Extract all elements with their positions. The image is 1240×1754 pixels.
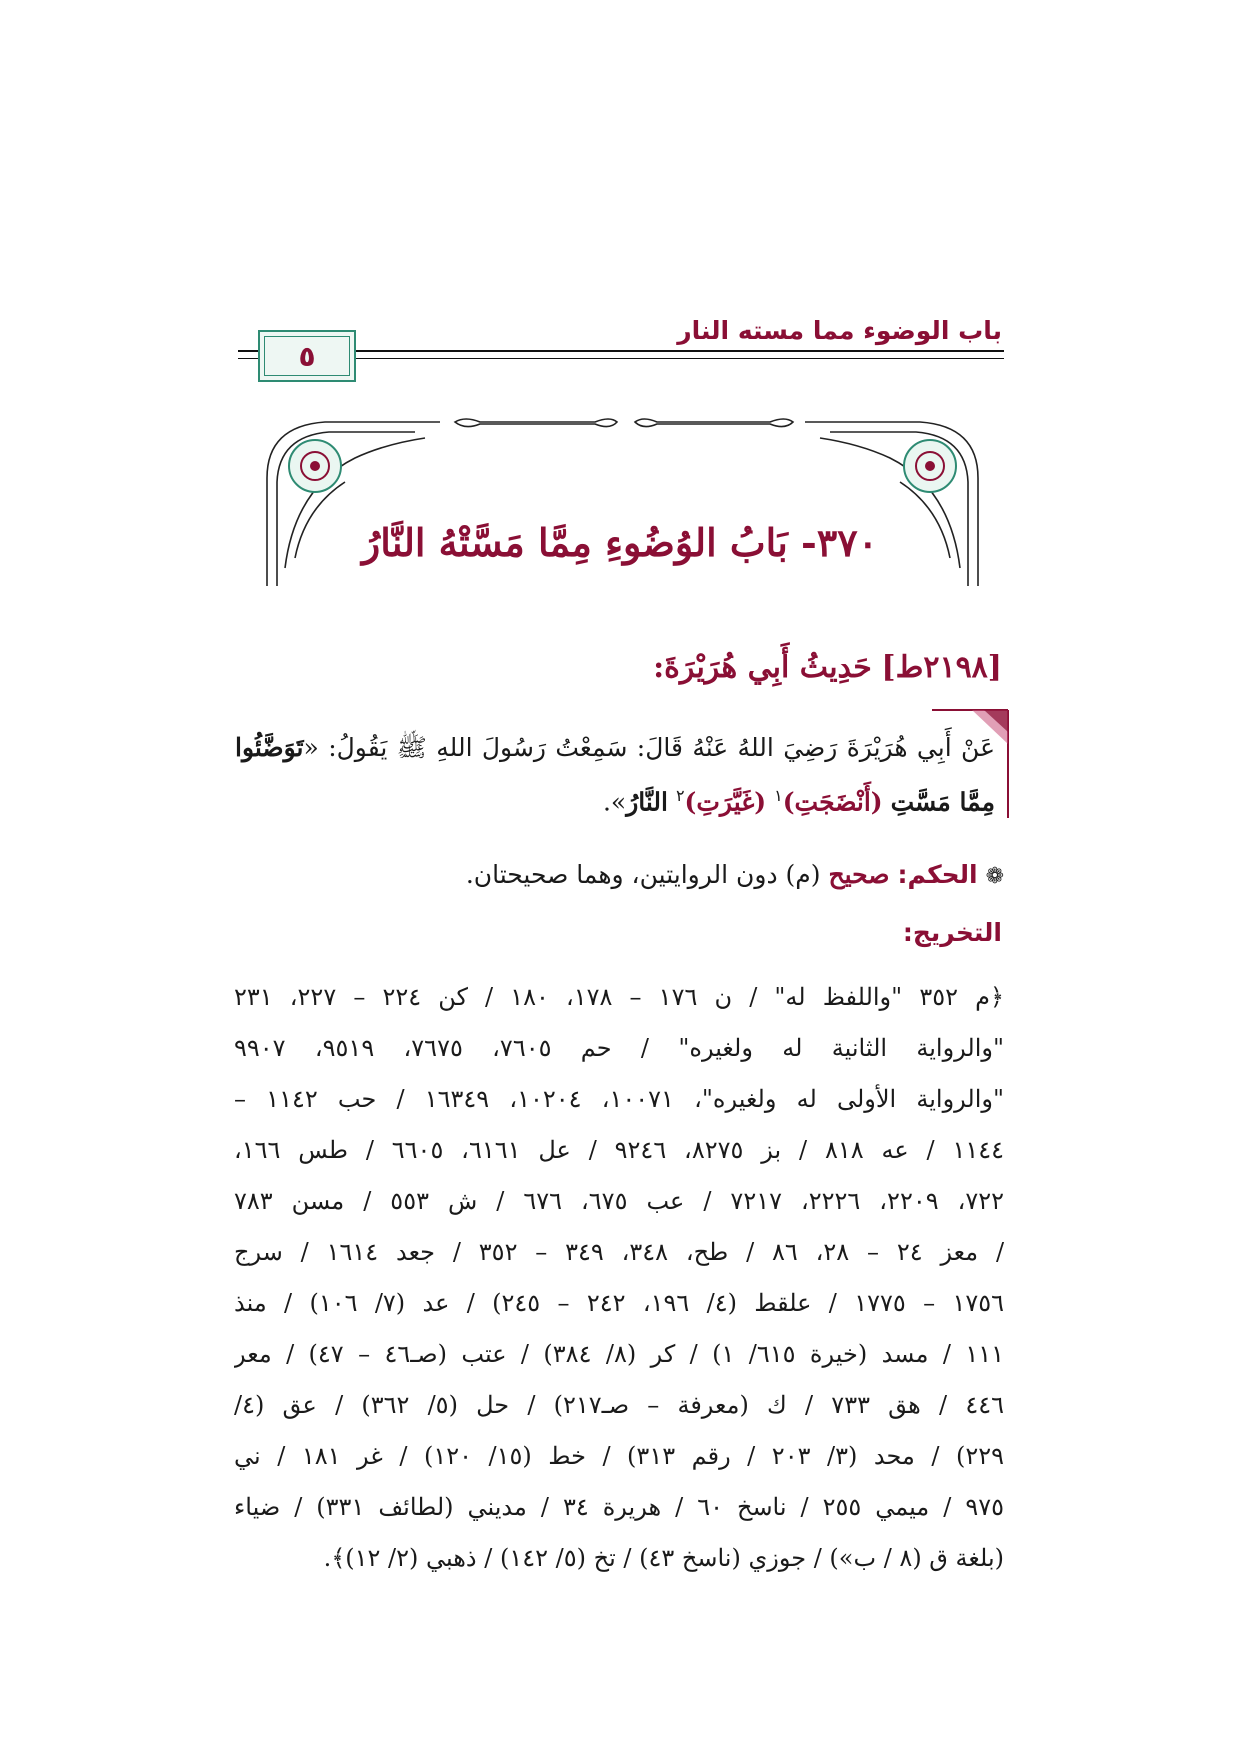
takhrij-line: ٩٧٥ / ميمي ٢٥٥ / ناسخ ٦٠ / هريرة ٣٤ / مديني (لطائف ٣٣١) / ضياء — [234, 1493, 1004, 1521]
hadith-number: [٢١٩٨ط] — [881, 650, 1002, 685]
hadith-bold-1: تَوَضَّئُوا مِمَّا مَسَّتِ — [235, 733, 995, 817]
hadith-variant-1: (أَنْضَجَتِ) — [782, 787, 883, 817]
hadith-heading — [653, 650, 1002, 685]
hadith-end: ». — [602, 787, 627, 817]
takhrij-line: ٢٢٩) / محد (٣/ ٢٠٣ / رقم ٣١٣) / خط (١٥/ ١٢٠) / غر ١٨١ / ني — [234, 1442, 1004, 1470]
footnote-marker-1: ١ — [774, 786, 783, 805]
takhrij-label: التخريج: — [902, 918, 1002, 947]
takhrij-line: ٧٢٢، ٢٢٠٩، ٢٢٢٦، ٧٢١٧ / عب ٦٧٥، ٦٧٦ / ش ٥٥٣ / مسن ٧٨٣ — [234, 1187, 1004, 1215]
takhrij-line: (بلغة ق (٨ / ب») / جوزي (ناسخ ٤٣) / تخ (٥/ ١٤٢) / ذهبي (٢/ ١٢)﴾. — [323, 1544, 1004, 1572]
takhrij-block — [234, 975, 1004, 1587]
verdict-label: الحكم: — [897, 860, 978, 889]
chapter-title: ٣٧٠- بَابُ الوُضُوءِ مِمَّا مَسَّتْهُ النَّارُ — [361, 520, 879, 565]
hadith-variant-2: (غَيَّرَتِ) — [684, 787, 767, 817]
takhrij-line: ﴿م ٣٥٢ "واللفظ له" / ن ١٧٦ – ١٧٨، ١٨٠ / كن ٢٢٤ – ٢٢٧، ٢٣١ — [234, 983, 1004, 1011]
takhrij-line: ١١١ / مسد (خيرة ٦١٥/ ١) / كر (٨/ ٣٨٤) / عتب (صـ٤٦ – ٤٧) / معر — [234, 1340, 1004, 1368]
verdict-grade: صحيح — [828, 860, 890, 889]
takhrij-line: / معز ٢٤ – ٢٨، ٨٦ / طح، ٣٤٨، ٣٤٩ – ٣٥٢ / جعد ١٦١٤ / سرج — [234, 1238, 1004, 1266]
hadith-bold-2: النَّارُ — [626, 787, 668, 817]
header-rule-right — [356, 350, 1004, 352]
header-rule-left-2 — [238, 358, 258, 359]
verdict-rest: (م) دون الروايتين، وهما صحيحتان. — [465, 860, 821, 889]
hadith-heading-title: حَدِيثُ أَبِي هُرَيْرَةَ: — [653, 650, 872, 685]
page-number: ٥ — [298, 339, 316, 373]
takhrij-line: ١١٤٤ / عه ٨١٨ / بز ٨٢٧٥، ٩٢٤٦ / عل ٦١٦١، ٦٦٠٥ / طس ١٦٦، — [234, 1136, 1004, 1164]
header-rule-right-2 — [356, 358, 1004, 359]
page-number-badge — [258, 330, 356, 382]
verdict-line — [466, 860, 1004, 889]
takhrij-line: "والرواية الأولى له ولغيره"، ١٠٠٧١، ١٠٢٠٤، ١٦٣٤٩ / حب ١١٤٢ – — [234, 1085, 1004, 1113]
flower-bullet-icon: ❁ — [985, 864, 1004, 889]
takhrij-line: "والرواية الثانية له ولغيره" / حم ٧٦٠٥، ٧٦٧٥، ٩٥١٩، ٩٩٠٧ — [234, 1034, 1004, 1062]
hadith-intro: عَنْ أَبِي هُرَيْرَةَ رَضِيَ اللهُ عَنْهُ قَالَ: سَمِعْتُ رَسُولَ اللهِ ﷺ يَقُولُ: « — [303, 733, 995, 762]
footnote-marker-2: ٢ — [675, 786, 685, 805]
takhrij-line: ١٧٥٦ – ١٧٧٥ / علقط (٤/ ١٩٦، ٢٤٢ – ٢٤٥) / عد (٧/ ١٠٦) / منذ — [234, 1289, 1004, 1317]
top-center-bars — [455, 419, 793, 427]
header-rule-left — [238, 350, 258, 352]
takhrij-line: ٤٤٦ / هق ٧٣٣ / ك (معرفة – صـ٢١٧) / حل (٥/ ٣٦٢) / عق (٤/ — [234, 1391, 1004, 1419]
hadith-text — [235, 724, 995, 826]
running-title: باب الوضوء مما مسته النار — [677, 316, 1002, 345]
